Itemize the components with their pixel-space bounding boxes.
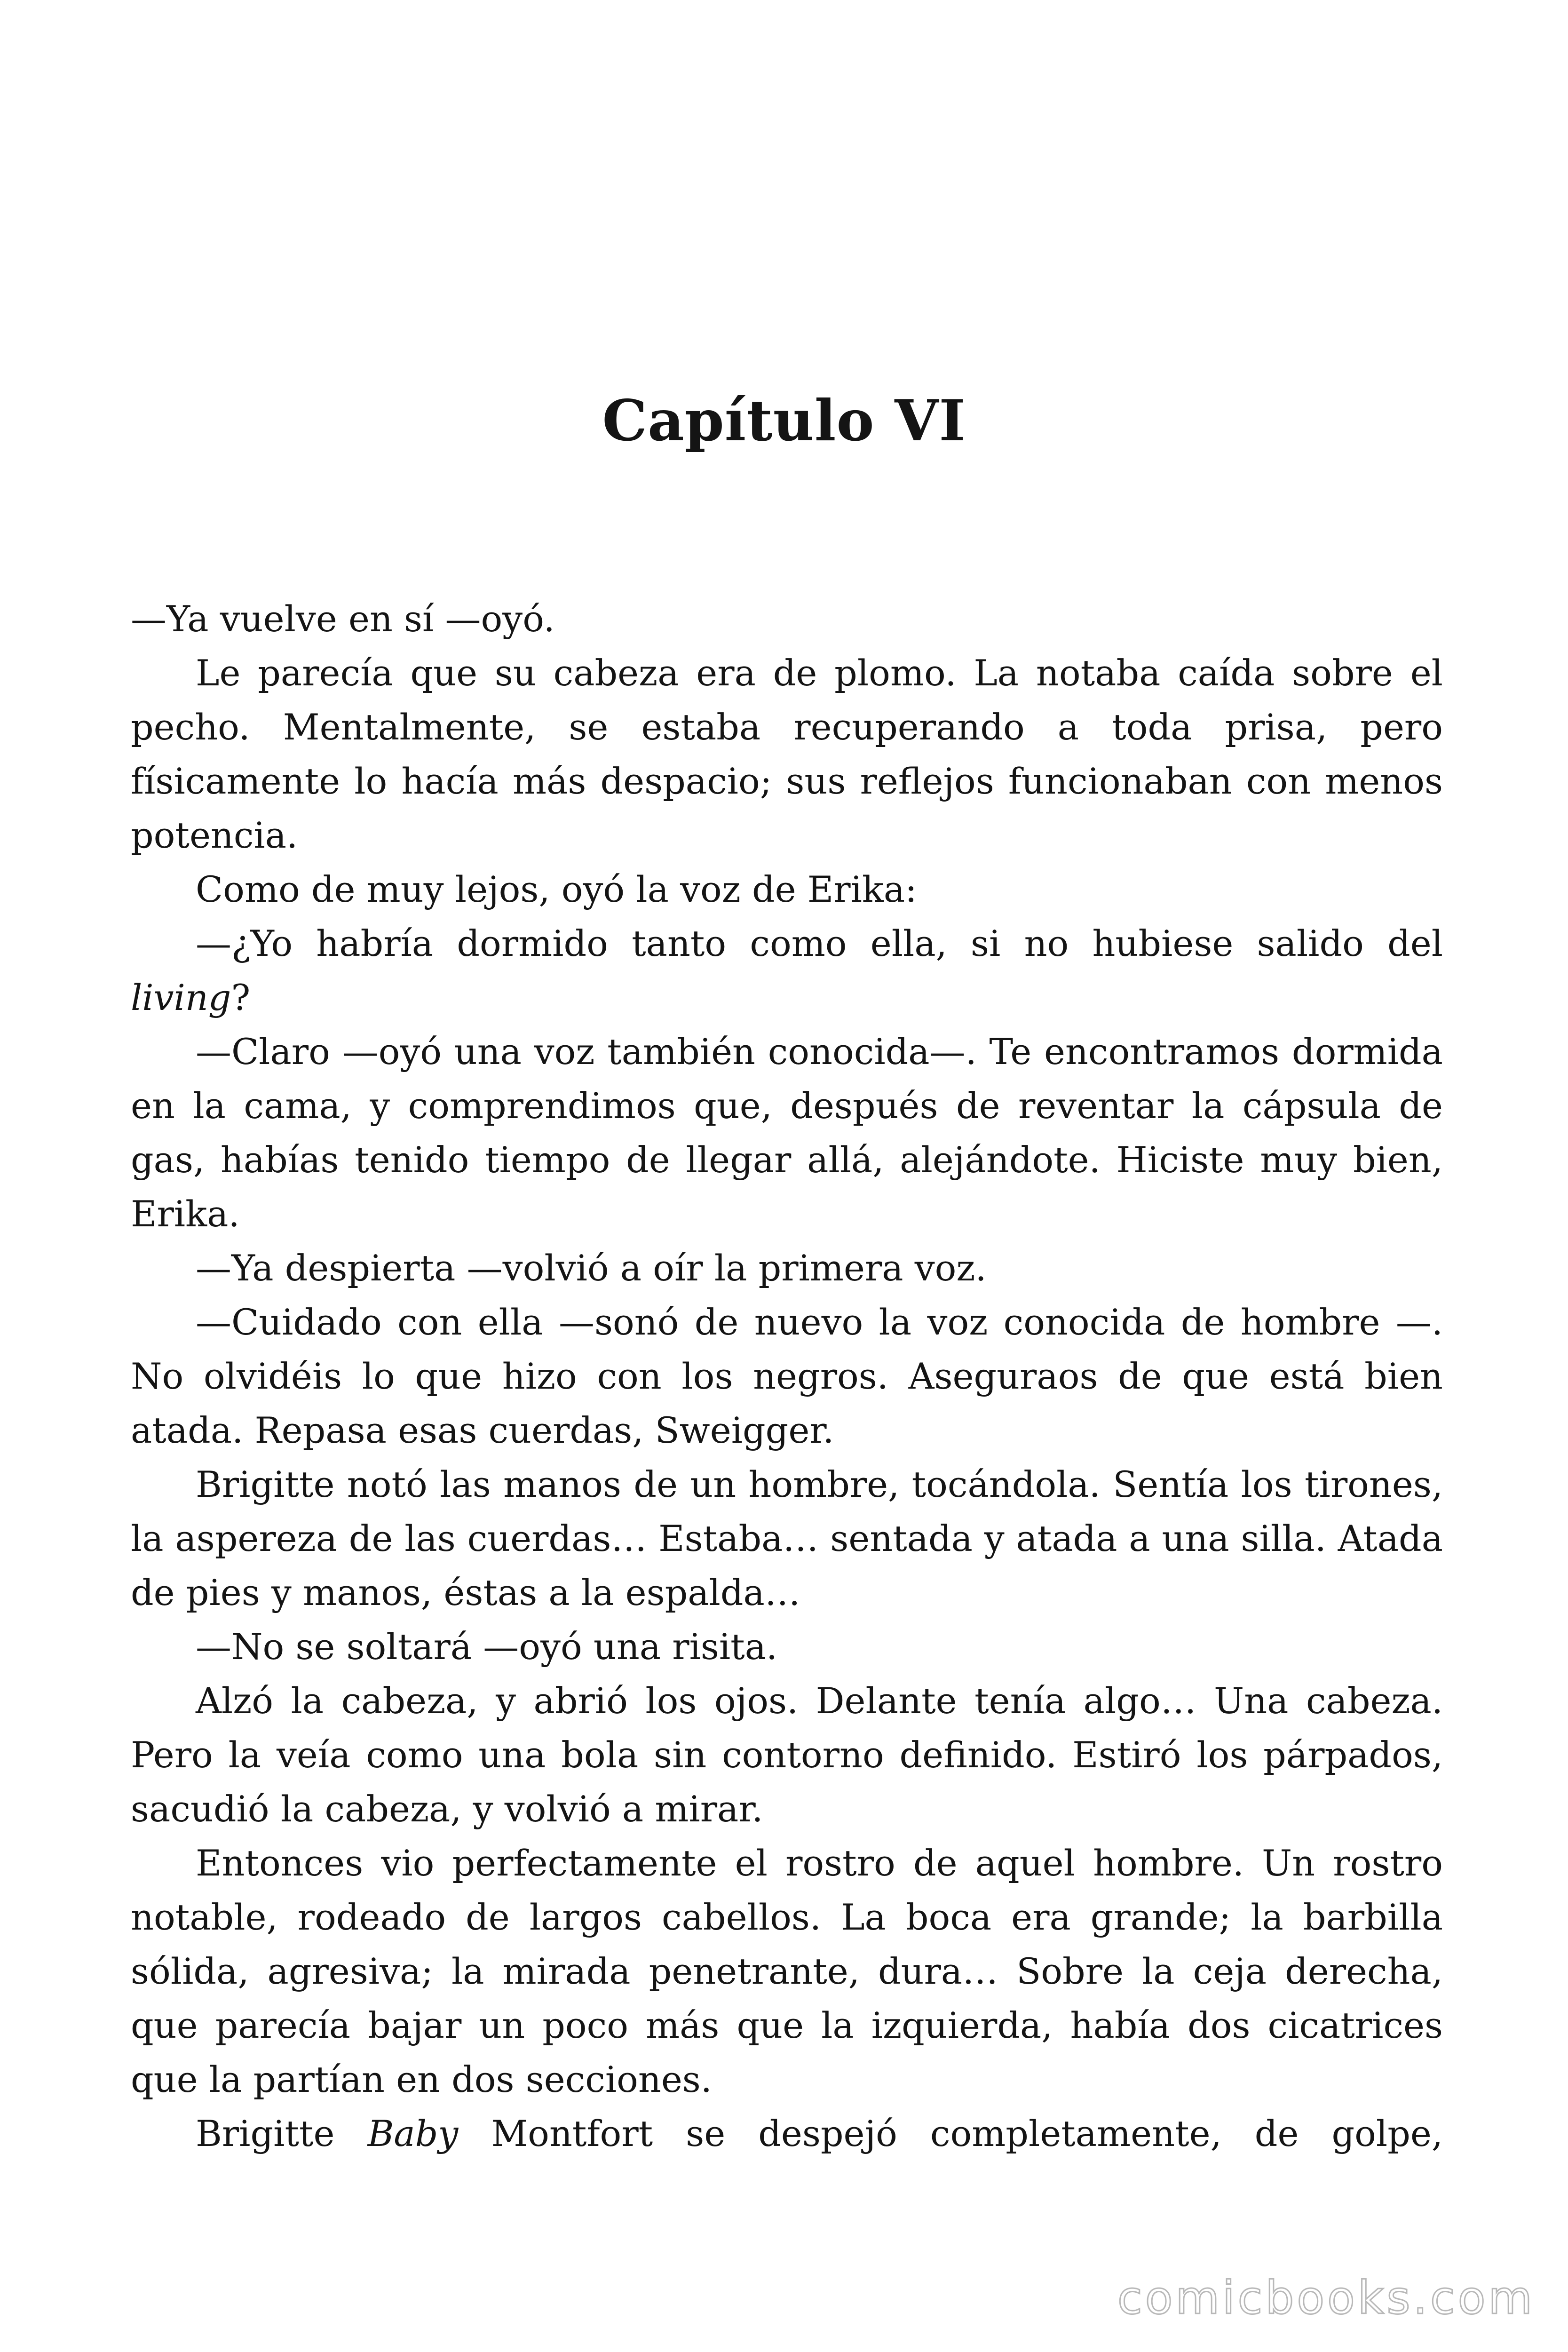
watermark-text: comicbooks.com bbox=[1117, 2272, 1535, 2324]
paragraph: Brigitte notó las manos de un hombre, tocándola. Sentía los tirones, la aspereza de las cuerdas… Estaba… sentada y atada a una silla. Atada de pies y manos, éstas a la espalda… bbox=[131, 1463, 1443, 1613]
italic-word: Baby bbox=[367, 2113, 459, 2154]
paragraph: Le parecía que su cabeza era de plomo. La notaba caída sobre el pecho. Mentalmente, se estaba recuperando a toda prisa, pero físicamente lo hacía más despacio; sus reflejos funcionaban con menos potencia. bbox=[131, 652, 1443, 856]
paragraph: —No se soltará —oyó una risita. bbox=[196, 1626, 778, 1668]
chapter-title: Capítulo VI bbox=[602, 388, 966, 454]
paragraph bbox=[131, 916, 1443, 1025]
paragraph-text: Brigitte bbox=[196, 2113, 368, 2154]
paragraph: Como de muy lejos, oyó la voz de Erika: bbox=[196, 868, 917, 910]
chapter-body bbox=[131, 592, 1443, 2161]
italic-word: living bbox=[131, 977, 231, 1018]
paragraph: Alzó la cabeza, y abrió los ojos. Delante tenía algo… Una cabeza. Pero la veía como una bola sin contorno definido. Estiró los párpados, sacudió la cabeza, y volvió a mirar. bbox=[131, 1680, 1443, 1830]
paragraph: Entonces vio perfectamente el rostro de aquel hombre. Un rostro notable, rodeado de largos cabellos. La boca era grande; la barbilla sólida, agresiva; la mirada penetrante, dura… Sobre la ceja derecha, que parecía bajar un poco más que la izquierda, había dos cicatrices que la partían en dos secciones. bbox=[131, 1842, 1443, 2100]
paragraph: —Claro —oyó una voz también conocida—. Te encontramos dormida en la cama, y comprendimos que, después de reventar la cápsula de gas, habías tenido tiempo de llegar allá, alejándote. Hiciste muy bien, Erika. bbox=[131, 1031, 1443, 1235]
paragraph: —Cuidado con ella —sonó de nuevo la voz conocida de hombre —. No olvidéis lo que hizo con los negros. Aseguraos de que está bien atada. Repasa esas cuerdas, Sweigger. bbox=[131, 1301, 1443, 1451]
paragraph: —Ya vuelve en sí —oyó. bbox=[131, 598, 555, 640]
paragraph-text: ? bbox=[231, 977, 251, 1018]
paragraph-text: —¿Yo habría dormido tanto como ella, si no hubiese salido del bbox=[196, 922, 1443, 964]
paragraph bbox=[131, 2106, 1443, 2161]
paragraph: —Ya despierta —volvió a oír la primera voz. bbox=[196, 1247, 987, 1289]
paragraph-text: Montfort se despejó completamente, de golpe, bbox=[458, 2113, 1443, 2154]
